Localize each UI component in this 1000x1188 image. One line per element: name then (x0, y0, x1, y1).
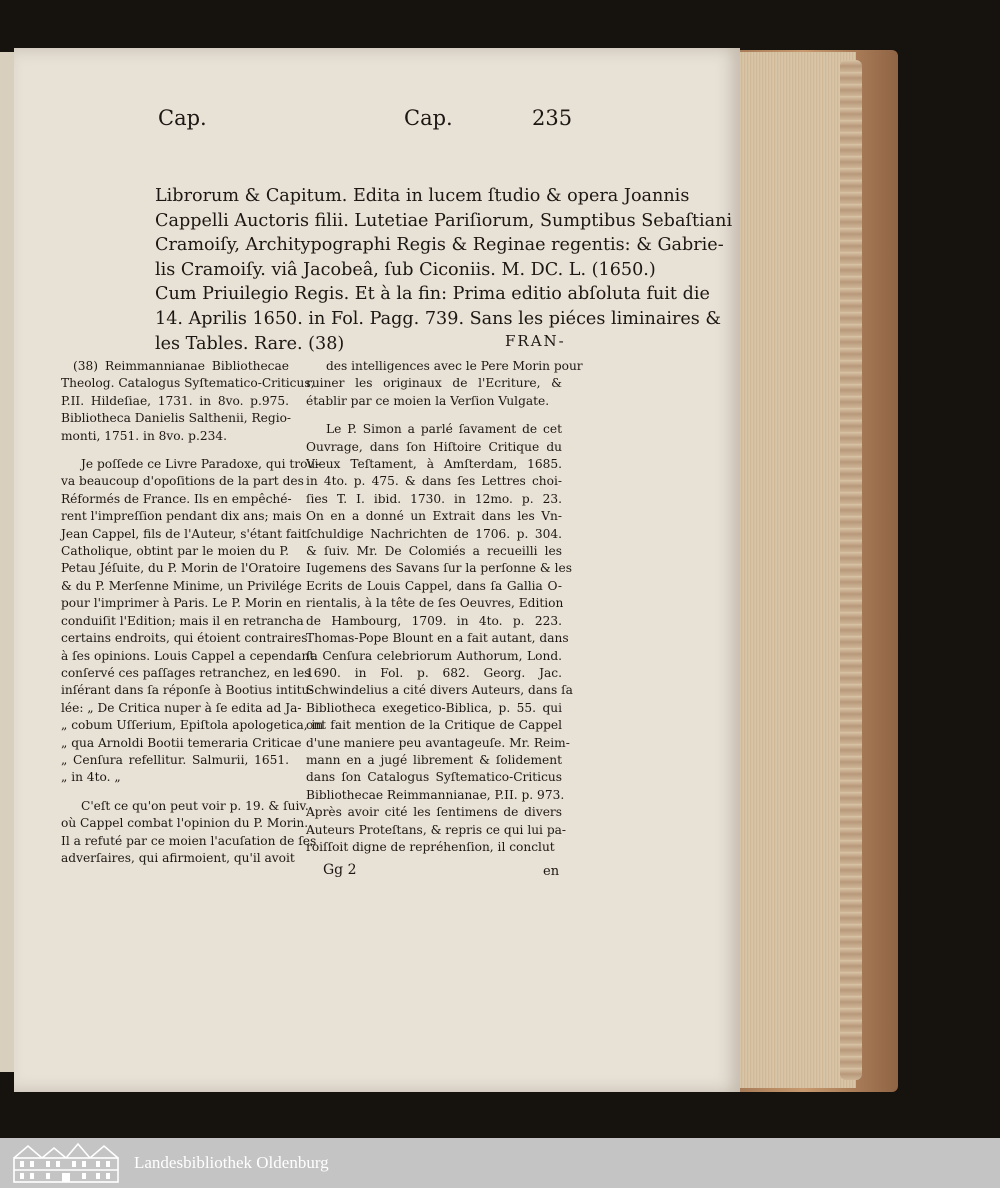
text-line: monti, 1751. in 8vo. p.234. (61, 428, 227, 443)
text-line: & ſuiv. Mr. De Colomiés a recueilli les (306, 544, 562, 559)
text-line: Ouvrage, dans ſon Hiſtoire Critique du (306, 439, 562, 454)
catchword-top: FRAN- (505, 332, 566, 350)
text-line: Catholique, obtint par le moien du P. (61, 544, 289, 559)
text-line: C'eſt ce qu'on peut voir p. 19. & ſuiv. (81, 798, 309, 813)
text-line: ſa Cenſura celebriorum Authorum, Lond. (306, 648, 562, 663)
text-line: où Cappel combat l'opinion du P. Morin. (61, 816, 309, 831)
text-line: Vieux Teſtament, à Amſterdam, 1685. (306, 457, 562, 472)
text-line: Il a refuté par ce moien l'acuſation de ſes (61, 833, 317, 848)
library-name: Landesbibliothek Oldenburg (134, 1153, 329, 1172)
text-line: ruiner les originaux de l'Ecriture, & (306, 376, 562, 391)
text-line: adverſaires, qui afirmoient, qu'il avoit (61, 850, 295, 865)
footer-bar (0, 1138, 1000, 1188)
page-number: 235 (532, 106, 573, 130)
text-line: Schwindelius a cité divers Auteurs, dans ſa (306, 683, 573, 698)
text-line: roiſſoit digne de repréhenſion, il conclut (306, 839, 555, 854)
text-line: conduiſit l'Edition; mais il en retrancha (61, 613, 304, 628)
text-line: inſérant dans ſa réponſe à Bootius intitu- (61, 683, 314, 698)
text-line: conſervé ces paſſages retranchez, en les (61, 665, 311, 680)
main-text-block (155, 184, 733, 356)
text-line: „ cobum Uſſerium, Epiſtola apologetica, in (61, 718, 324, 733)
text-line: in 4to. p. 475. & dans ſes Lettres choi- (306, 474, 562, 489)
text-line: „ Cenſura refellitur. Salmurii, 1651. (61, 752, 289, 767)
paragraph (61, 358, 315, 445)
text-line: Le P. Simon a parlé ſavament de cet (326, 422, 562, 437)
text-line: les Tables. Rare. (38) (155, 333, 345, 354)
running-head-left: Cap. (158, 106, 207, 130)
text-line: P.II. Hildeſiae, 1731. in 8vo. p.975. (61, 393, 289, 408)
text-line: Thomas-Pope Blount en a fait autant, dans (306, 631, 569, 646)
text-line: & du P. Merſenne Minime, un Privilége (61, 578, 302, 593)
text-line: dans ſon Catalogus Syſtematico-Criticus (306, 770, 562, 785)
text-line: mann en a jugé librement & ſolidement (306, 752, 562, 767)
text-line: (38) Reimmannianae Bibliothecae (73, 359, 289, 373)
text-line: „ qua Arnoldi Bootii temeraria Criticae (61, 735, 302, 750)
text-line: ſchuldige Nachrichten de 1706. p. 304. (306, 526, 562, 541)
text-line: pour l'imprimer à Paris. Le P. Morin en (61, 596, 302, 611)
running-head-center: Cap. (404, 106, 453, 130)
text-line: Bibliothecae Reimmannianae, P.II. p. 973. (306, 787, 565, 802)
right-footnote-column (306, 358, 583, 867)
text-line: d'une maniere peu avantageuſe. Mr. Reim- (306, 735, 570, 750)
catchword-bottom: en (543, 864, 560, 879)
text-line: Réformés de France. Ils en empêché- (61, 491, 292, 506)
text-line: Theolog. Catalogus Syſtematico-Criticus, (61, 376, 315, 391)
text-line: rent l'impreſſion pendant dix ans; mais (61, 509, 302, 524)
text-line: 1690. in Fol. p. 682. Georg. Jac. (306, 665, 562, 680)
text-line: On en a donné un Extrait dans les Vn- (306, 509, 562, 524)
text-line: certains endroits, qui étoient contraires (61, 631, 308, 646)
text-line: „ in 4to. „ (61, 770, 121, 785)
text-line: à ſes opinions. Louis Cappel a cependant (61, 648, 315, 663)
text-line: des intelligences avec le Pere Morin pour (326, 359, 583, 373)
left-footnote-column (61, 358, 324, 878)
text-line: Librorum & Capitum. Edita in lucem ſtudio & opera Joannis (155, 186, 690, 206)
text-line: rientalis, à la tête de ſes Oeuvres, Edition (306, 596, 564, 611)
text-line: va beaucoup d'opoſitions de la part des (61, 474, 304, 489)
text-line: de Hambourg, 1709. in 4to. p. 223. (306, 613, 562, 628)
text-line: Jean Cappel, fils de l'Auteur, s'étant fait (61, 526, 307, 541)
text-line: Iugemens des Savans ſur la perſonne & les (306, 561, 572, 576)
paragraph (306, 421, 573, 856)
paragraph (61, 456, 324, 787)
text-line: lis Cramoiſy. viâ Jacobeâ, ſub Ciconiis. M. DC. L. (1650.) (155, 259, 656, 280)
text-line: Cum Priuilegio Regis. Et à la fin: Prima editio abſoluta fuit die (155, 284, 710, 305)
paragraph (306, 358, 583, 410)
text-line: Cramoiſy, Architypographi Regis & Reginae regentis: & Gabrie- (155, 235, 724, 256)
text-line: Je poſſede ce Livre Paradoxe, qui trou- (81, 457, 320, 472)
text-line: Auteurs Proteſtans, & repris ce qui lui pa- (306, 822, 567, 837)
text-line: Après avoir cité les ſentimens de divers (306, 805, 562, 820)
signature-mark: Gg 2 (323, 862, 357, 878)
text-line: lée: „ De Critica nuper à ſe edita ad Ja- (61, 700, 302, 715)
text-line: établir par ce moien la Verſion Vulgate. (306, 393, 550, 408)
text-line: Petau Jéſuite, du P. Morin de l'Oratoire (61, 561, 301, 576)
deckle-edge (840, 60, 862, 1080)
library-building-icon (10, 1142, 122, 1184)
page-edges (738, 52, 856, 1088)
text-line: Bibliotheca Danielis Salthenii, Regio- (61, 411, 292, 426)
text-line: Ecrits de Louis Cappel, dans ſa Gallia O- (306, 578, 562, 593)
text-line: 14. Aprilis 1650. in Fol. Pagg. 739. Sans les piéces liminaires & (155, 308, 722, 329)
text-line: ont fait mention de la Critique de Cappel (306, 718, 562, 733)
text-line: Bibliotheca exegetico-Biblica, p. 55. qui (306, 700, 562, 715)
text-line: Cappelli Auctoris filii. Lutetiae Pariſiorum, Sumptibus Sebaſtiani (155, 210, 733, 231)
text-line: ſies T. I. ibid. 1730. in 12mo. p. 23. (306, 491, 562, 506)
paragraph (61, 798, 317, 868)
